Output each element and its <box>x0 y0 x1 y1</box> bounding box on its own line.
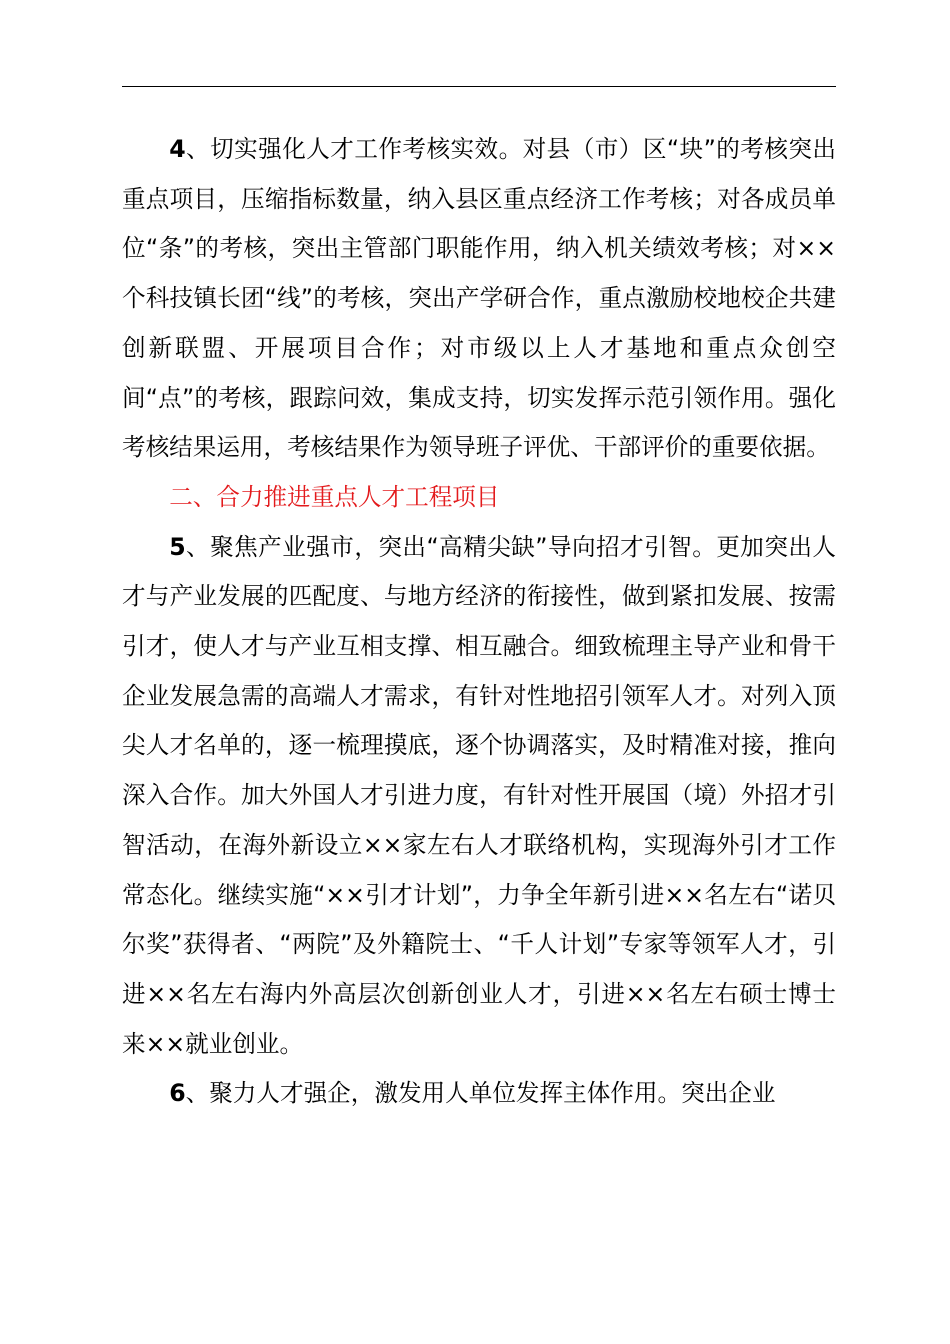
document-body <box>122 125 836 1119</box>
paragraph-text: 、切实强化人才工作考核实效。对县（市）区“块”的考核突出重点项目，压缩指标数量，纳入县区重点经济工作考核；对各成员单位“条”的考核，突出主管部门职能作用，纳入机关绩效考核；对××个科技镇长团“线”的考核，突出产学研合作，重点激励校地校企共建创新联盟、开展项目合作；对市级以上人才基地和重点众创空间“点”的考核，跟踪问效，集成支持，切实发挥示范引领作用。强化考核结果运用，考核结果作为领导班子评优、干部评价的重要依据。 <box>122 135 836 462</box>
paragraph-item-6 <box>122 1069 836 1119</box>
paragraph-text: 、聚力人才强企，激发用人单位发挥主体作用。突出企业 <box>185 1079 776 1108</box>
paragraph-item-4 <box>122 125 836 473</box>
section-heading: 二、合力推进重点人才工程项目 <box>169 482 500 511</box>
header-rule <box>122 86 836 87</box>
paragraph-item-5 <box>122 523 836 1070</box>
item-number: 6 <box>169 1079 186 1108</box>
paragraph-text: 、聚焦产业强市，突出“高精尖缺”导向招才引智。更加突出人才与产业发展的匹配度、与地方经济的衔接性，做到紧扣发展、按需引才，使人才与产业互相支撑、相互融合。细致梳理主导产业和骨干企业发展急需的高端人才需求，有针对性地招引领军人才。对列入顶尖人才名单的，逐一梳理摸底，逐个协调落实，及时精准对接，推向深入合作。加大外国人才引进力度，有针对性开展国（境）外招才引智活动，在海外新设立××家左右人才联络机构，实现海外引才工作常态化。继续实施“××引才计划”，力争全年新引进××名左右“诺贝尔奖”获得者、“两院”及外籍院士、“千人计划”专家等领军人才，引进××名左右海内外高层次创新创业人才，引进××名左右硕士博士来××就业创业。 <box>122 532 836 1058</box>
item-number: 5 <box>169 532 186 561</box>
item-number: 4 <box>169 135 186 163</box>
